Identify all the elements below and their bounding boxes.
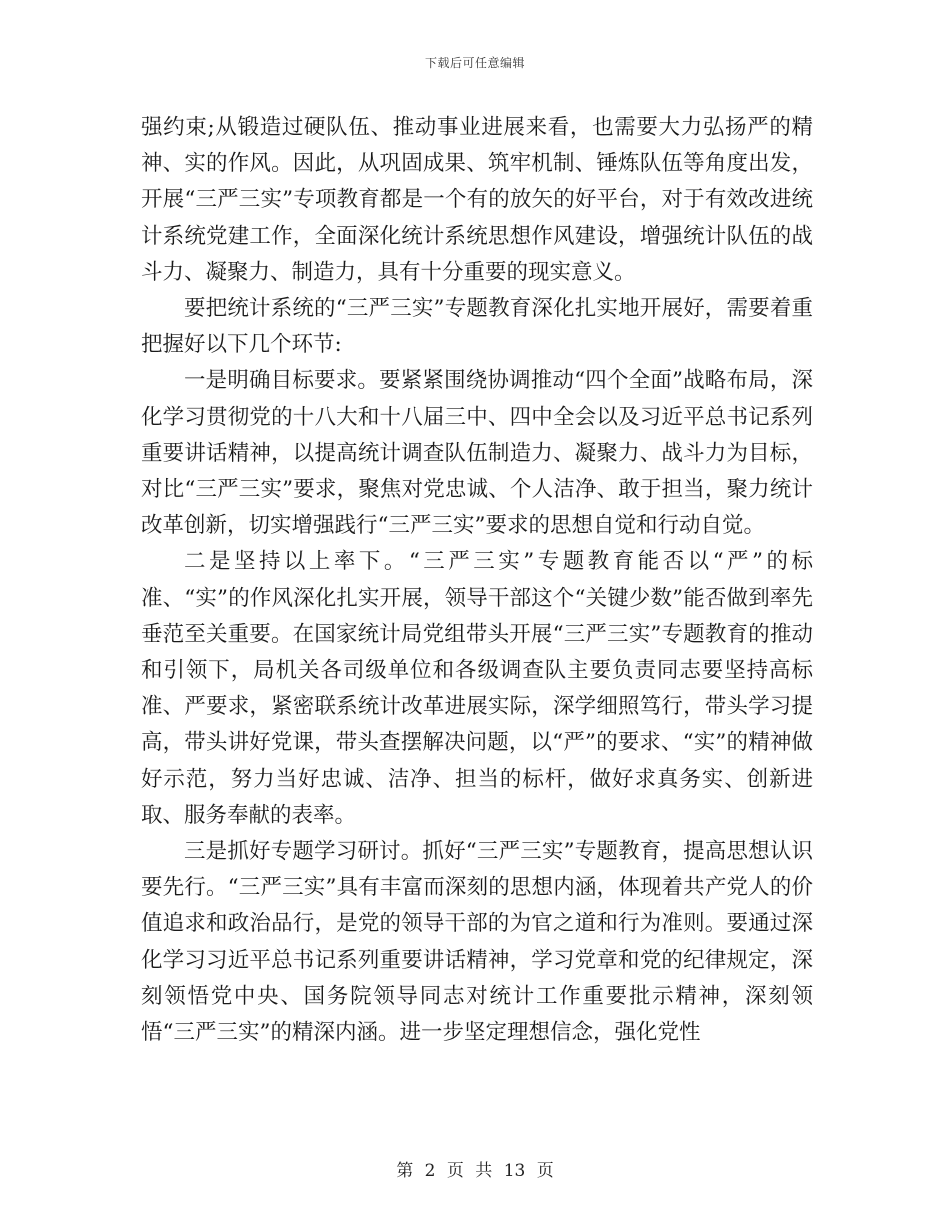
document-body: [141, 110, 813, 1051]
paragraph-2: 要把统计系统的“三严三实”专题教育深化扎实地开展好，需要着重把握好以下几个环节:: [141, 296, 813, 358]
paragraph-4: 二是坚持以上率下。“三严三实”专题教育能否以“严”的标准、“实”的作风深化扎实开展，领导干部这个“关键少数”能否做到率先垂范至关重要。在国家统计局党组带头开展“三严三实”专题教育的推动和引领下，局机关各司级单位和各级调查队主要负责同志要坚持高标准、严要求，紧密联系统计改革进展实际，深学细照笃行，带头学习提高，带头讲好党课，带头查摆解决问题，以“严”的要求、“实”的精神做好示范，努力当好忠诚、洁净、担当的标杆，做好求真务实、创新进取、服务奉献的表率。: [141, 549, 813, 828]
paragraph-3: 一是明确目标要求。要紧紧围绕协调推动“四个全面”战略布局，深化学习贯彻党的十八大和十八届三中、四中全会以及习近平总书记系列重要讲话精神，以提高统计调查队伍制造力、凝聚力、战斗力为目标，对比“三严三实”要求，聚焦对党忠诚、个人洁净、敢于担当，聚力统计改革创新，切实增强践行“三严三实”要求的思想自觉和行动自觉。: [141, 368, 813, 539]
page-header: 下载后可任意编辑: [424, 56, 525, 70]
paragraph-5: 三是抓好专题学习研讨。抓好“三严三实”专题教育，提高思想认识要先行。“三严三实”具有丰富而深刻的思想内涵，体现着共产党人的价值追求和政治品行，是党的领导干部的为官之道和行为准则。要通过深化学习习近平总书记系列重要讲话精神，学习党章和党的纪律规定，深刻领悟党中央、国务院领导同志对统计工作重要批示精神，深刻领悟“三严三实”的精深内涵。进一步坚定理想信念，强化党性: [141, 839, 813, 1046]
page-footer: 第 2 页 共 13 页: [396, 1161, 554, 1181]
paragraph-1: 强约束;从锻造过硬队伍、推动事业进展来看，也需要大力弘扬严的精神、实的作风。因此，从巩固成果、筑牢机制、锤炼队伍等角度出发，开展“三严三实”专项教育都是一个有的放矢的好平台，对于有效改进统计系统党建工作，全面深化统计系统思想作风建设，增强统计队伍的战斗力、凝聚力、制造力，具有十分重要的现实意义。: [141, 115, 813, 285]
